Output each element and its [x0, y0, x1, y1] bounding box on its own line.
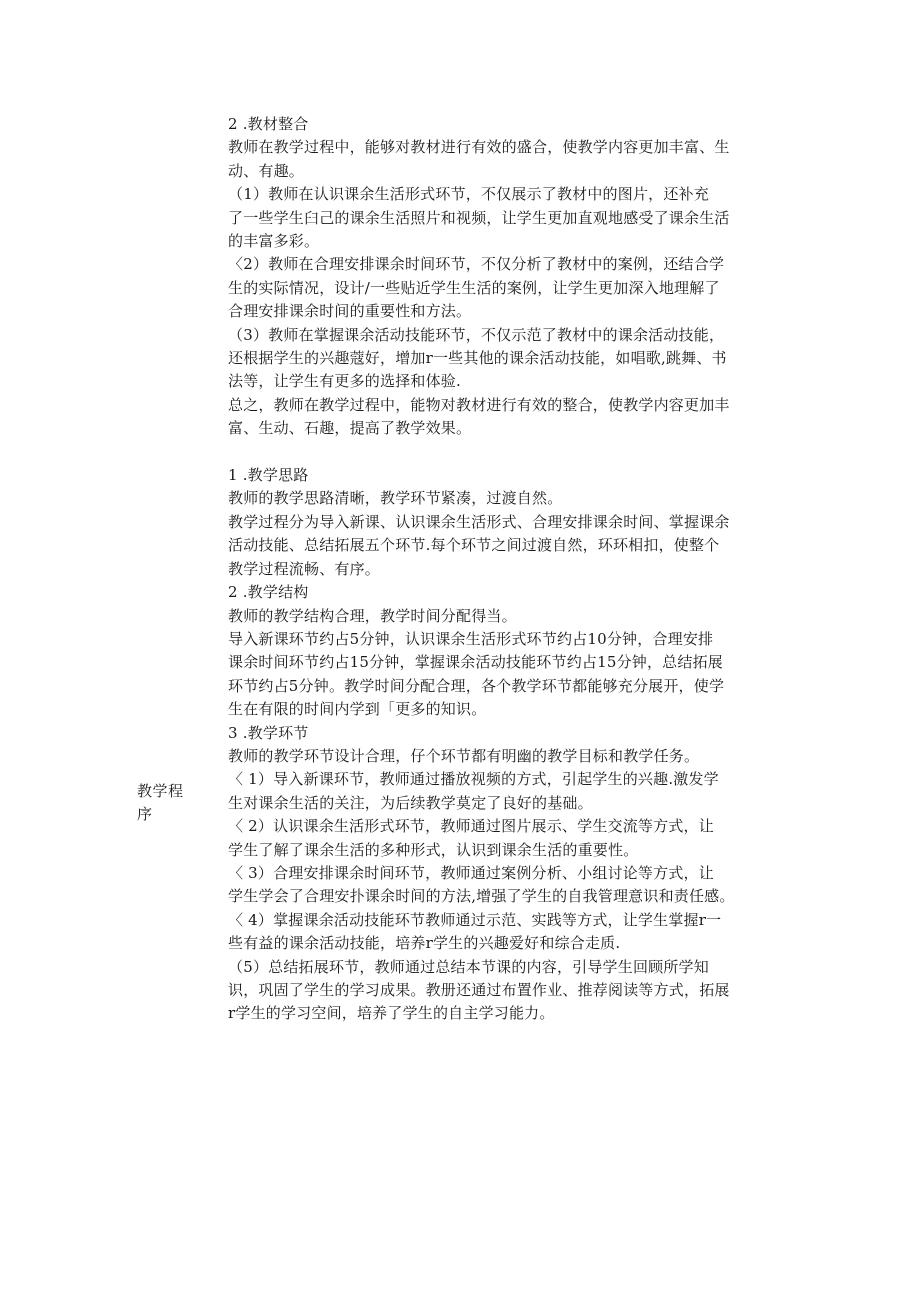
- text-line: （5）总结拓展环节，教师通过总结本节课的内容，引导学生回顾所学知: [228, 957, 709, 976]
- text-line: 生在有限的时间内学到「更多的知识。: [228, 700, 487, 719]
- text-line: r学生的学习空间，培养了学生的自主学习能力。: [228, 1004, 555, 1023]
- section-label-line: 序: [137, 805, 153, 823]
- text-line: 〈 3）合理安排课余时间环节，教师通过案例分析、小组讨论等方式，让: [228, 863, 714, 882]
- text-line: 法等，让学生有更多的选择和体验.: [228, 372, 461, 391]
- text-line: 动、有趣。: [228, 161, 305, 180]
- heading-teaching-steps: 3 .教学环节: [228, 723, 309, 742]
- section-label: [137, 780, 207, 826]
- heading-teaching-structure: 2 .教学结构: [228, 583, 309, 602]
- paragraph-gap: [228, 441, 796, 464]
- text-line: 富、生动、石趣，提高了教学效果。: [228, 419, 472, 438]
- text-line: 还根据学生的兴趣蔻好，增加r一些其他的课余活动技能，如唱歌,跳舞、书: [228, 349, 727, 368]
- text-line: 教师的教学思路清晰，教学环节紧凑，过渡自然。: [228, 489, 563, 508]
- text-line: 些有益的课余活动技能，培养r学生的兴趣爱好和综合走质.: [228, 934, 621, 953]
- text-line: 教师的教学结构合理，教学时间分配得当。: [228, 606, 517, 625]
- text-line: 教学过程分为导入新课、认识课余生活形式、合理安排课余时间、掌握课余: [228, 512, 730, 531]
- text-line: 〈 1）导入新课环节，教师通过播放视频的方式，引起学生的兴趣.激发学: [228, 770, 719, 789]
- text-line: 教师在教学过程中，能够对教材进行有效的盛合，使教学内容更加丰富、生: [228, 138, 730, 157]
- text-line: 学生了解了课余生活的多种形式，认识到课余生活的重要性。: [228, 840, 639, 859]
- material-integration-section: [228, 113, 796, 441]
- text-line: 的丰富多彩。: [228, 232, 320, 251]
- text-line: 教学过程流畅、有序。: [228, 559, 381, 578]
- text-line: 学生学会了合理安扑课余时间的方法,增强了学生的自我管理意识和责任感。: [228, 887, 735, 906]
- text-line: 环节约占5分钟。教学时间分配合理，各个教学环节都能够充分展开，使学: [228, 676, 725, 695]
- text-line: 活动技能、总结拓展五个环节.每个环节之间过渡自然，环环相扣，使整个: [228, 536, 720, 555]
- text-line: 导入新课环节约占5分钟，认识课余生活形式环节约占10分钟，合理安排: [228, 629, 714, 648]
- section-label-line: 教学程: [137, 782, 184, 800]
- text-line: （1）教师在认识课余生活形式环节，不仅展示了教材中的图片，还补充: [228, 185, 709, 204]
- text-line: 总之，教师在教学过程中，能物对教材进行有效的整合，使教学内容更加丰: [228, 395, 730, 414]
- text-line: 生对课余生活的关注，为后续教学莫定了良好的基础。: [228, 793, 593, 812]
- text-line: 〈 4）掌握课余活动技能环节教师通过示范、实践等方式，让学生掌握r一: [228, 910, 722, 929]
- text-line: 〈2）教师在合理安排课余时间环节，不仅分析了教材中的案例，还结合学: [228, 255, 725, 274]
- content-column: [228, 113, 796, 1026]
- text-line: 识，巩固了学生的学习成果。教册还通过布置作业、推荐阅读等方式，拓展: [228, 981, 730, 1000]
- heading-teaching-idea: 1 .教学思路: [228, 466, 309, 485]
- heading-material-integration: 2 .教材整合: [228, 115, 309, 133]
- text-line: 了一些学生臼己的课余生活照片和视频，让学生更加直观地感受了课余生活: [228, 208, 730, 227]
- teaching-program-section: [228, 464, 796, 1026]
- text-line: 合理安排课余时间的重要性和方法。: [228, 302, 472, 321]
- text-line: 生的实际情况，设计/一些贴近学生生活的案例，让学生更加深入地理解了: [228, 278, 720, 297]
- text-line: 教师的教学环节设计合理，仔个环节都有明幽的教学目标和教学任务。: [228, 746, 700, 765]
- text-line: （3）教师在掌握课余活动技能环节，不仅示范了教材中的课余活动技能，: [228, 325, 725, 344]
- text-line: 〈 2）认识课余生活形式环节，教师通过图片展示、学生交流等方式，让: [228, 817, 714, 836]
- text-line: 课余时间环节约占15分钟，掌握课余活动技能环节约占15分钟，总结拓展: [228, 653, 723, 672]
